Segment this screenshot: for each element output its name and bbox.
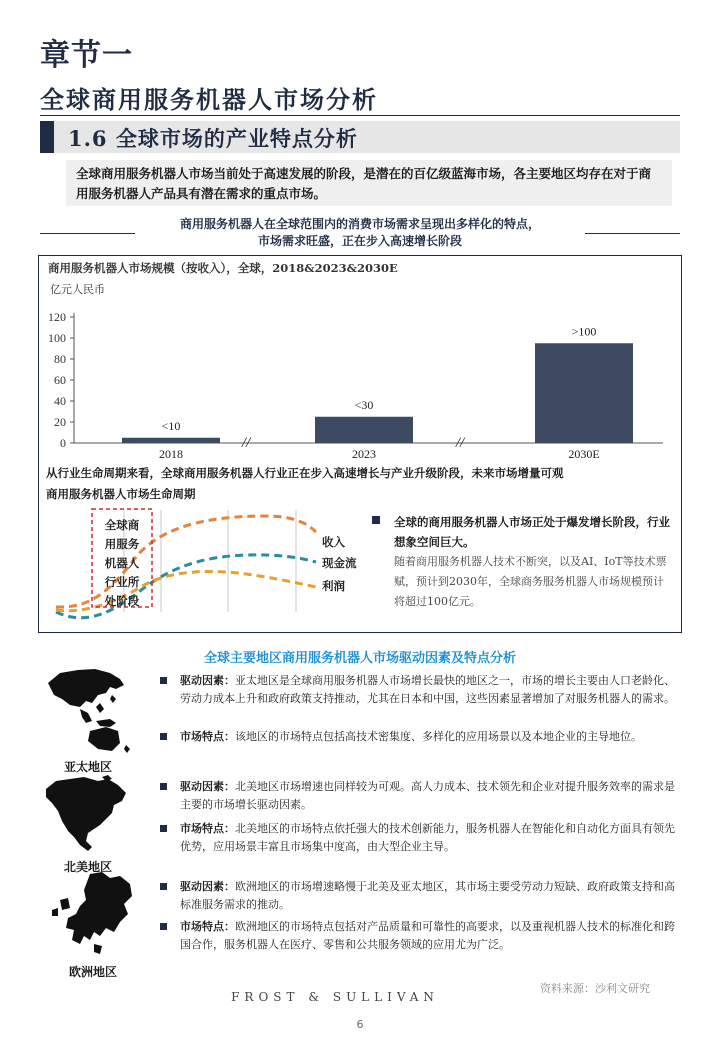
bullet-label: 市场特点： [180, 822, 235, 835]
bullet-square [372, 516, 380, 524]
axis-break-mark-2: // [455, 435, 465, 451]
north-america-feature [160, 820, 680, 856]
x-tick-label-2023: 2023 [352, 447, 376, 461]
revenue-curve [56, 516, 316, 607]
headline-rule-right [585, 233, 680, 234]
chart-unit-label: 亿元人民币 [50, 283, 105, 296]
bullet-text: 欧洲地区的市场增速略慢于北美及亚太地区，其市场主要受劳动力短缺、政府政策支持和高标准服务需求的推动。 [180, 880, 675, 911]
headline-line-2: 市场需求旺盛，正在步入高速增长阶段 [257, 234, 462, 248]
headline-rule-left [40, 233, 135, 234]
chapter-subtitle: 全球商用服务机器人市场分析 [40, 85, 378, 114]
x-tick-label-2018: 2018 [159, 447, 183, 461]
asia-pacific-feature [160, 728, 680, 746]
north-america-map-icon [42, 775, 132, 855]
bullet-square [160, 733, 167, 740]
bullet-square [160, 923, 167, 930]
bar-2023 [315, 417, 413, 443]
lifecycle-chart [46, 502, 366, 620]
y-tick-label: 100 [48, 331, 66, 345]
lifecycle-bullet-bold: 全球的商用服务机器人市场正处于爆发增长阶段，行业想象空间巨大。 [394, 515, 670, 549]
page-number: 6 [356, 1018, 364, 1031]
region-label-europe: 欧洲地区 [68, 965, 117, 979]
lifecycle-bullet [372, 512, 672, 612]
bullet-text: 该地区的市场特点包括高技术密集度、多样化的应用场景以及本地企业的主导地位。 [235, 730, 642, 743]
north-america-driver [160, 778, 680, 814]
y-tick-label: 60 [54, 373, 66, 387]
europe-feature [160, 918, 680, 954]
asia-pacific-map-icon [40, 665, 135, 755]
headline-line-1: 商用服务机器人在全球范围内的消费市场需求呈现出多样化的特点， [179, 217, 540, 231]
data-label-2023: <30 [354, 397, 374, 412]
axis-break-mark-1: // [241, 435, 251, 451]
bullet-square [160, 883, 167, 890]
source-note: 资料来源：沙利文研究 [540, 982, 650, 995]
europe-map-icon [50, 870, 135, 960]
europe-driver [160, 878, 680, 914]
section-title-accent [40, 121, 54, 153]
region-label-asia-pacific: 亚太地区 [63, 760, 112, 774]
chart-title: 商用服务机器人市场规模（按收入），全球，2018&2023&2030E [48, 261, 398, 275]
brand-logo-text: FROST & SULLIVAN [231, 990, 439, 1004]
stage-label-line-4: 行业所 [104, 575, 140, 589]
bullet-square [160, 677, 167, 684]
stage-label-line-1: 全球商 [104, 518, 140, 532]
header-divider [40, 115, 680, 116]
section-title: 1.6 全球市场的产业特点分析 [68, 126, 358, 151]
headline [140, 216, 580, 250]
stage-label-line-3: 机器人 [104, 556, 140, 570]
x-tick-label-2030E: 2030E [568, 447, 600, 461]
bullet-square [160, 783, 167, 790]
market-size-bar-chart [38, 295, 678, 465]
legend-profit: 利润 [322, 579, 345, 593]
bullet-label: 驱动因素： [180, 780, 235, 793]
bullet-label: 市场特点： [180, 920, 235, 933]
bullet-square [160, 825, 167, 832]
bullet-label: 驱动因素： [180, 880, 235, 893]
region-label-north-america: 北美地区 [63, 860, 112, 874]
bullet-text: 北美地区的市场特点依托强大的技术创新能力，服务机器人在智能化和自动化方面具有领先优势，应用场景丰富且市场集中度高，由大型企业主导。 [180, 822, 675, 853]
legend-cashflow: 现金流 [322, 556, 357, 570]
y-tick-label: 80 [54, 352, 66, 366]
y-tick-label: 20 [54, 415, 66, 429]
bullet-text: 北美地区市场增速也同样较为可观。高人力成本、技术领先和企业对提升服务效率的需求是主要的市场增长驱动因素。 [180, 780, 675, 811]
bullet-label: 市场特点： [180, 730, 235, 743]
lifecycle-title: 商用服务机器人市场生命周期 [46, 487, 196, 501]
bullet-text: 欧洲地区的市场特点包括对产品质量和可靠性的高要求，以及重视机器人技术的标准化和跨国合作，服务机器人在医疗、零售和公共服务领域的应用尤为广泛。 [180, 920, 675, 951]
intro-summary: 全球商用服务机器人市场当前处于高速发展的阶段，是潜在的百亿级蓝海市场，各主要地区均存在对于商用服务机器人产品具有潜在需求的重点市场。 [66, 160, 672, 206]
stage-label-line-5: 处阶段 [104, 594, 140, 608]
bullet-label: 驱动因素： [180, 674, 235, 687]
stage-label-line-2: 用服务 [104, 537, 140, 551]
data-label-2018: <10 [161, 418, 181, 433]
bar-2018 [122, 438, 220, 443]
data-label-2030E: >100 [571, 324, 597, 339]
bullet-text: 亚太地区是全球商用服务机器人市场增长最快的地区之一，市场的增长主要由人口老龄化、劳动力成本上升和政府政策支持推动，尤其在日本和中国，这些因素显著增加了对服务机器人的需求。 [180, 674, 675, 705]
legend-revenue: 收入 [322, 535, 345, 549]
lifecycle-summary: 从行业生命周期来看，全球商用服务机器人行业正在步入高速增长与产业升级阶段，未来市场增量可观 [46, 466, 564, 480]
profit-curve [56, 571, 316, 610]
y-tick-label: 40 [54, 394, 66, 408]
regions-section-title: 全球主要地区商用服务机器人市场驱动因素及特点分析 [203, 651, 516, 666]
y-tick-label: 0 [60, 436, 66, 450]
chapter-title: 章节一 [40, 38, 133, 73]
asia-pacific-driver [160, 672, 680, 708]
bar-2030E [535, 343, 633, 443]
y-tick-label: 120 [48, 310, 66, 324]
lifecycle-bullet-text: 随着商用服务机器人技术不断突，以及AI、IoT等技术票赋，预计到2030年，全球商务服务机器人市场规模预计将超过100亿元。 [394, 555, 667, 608]
